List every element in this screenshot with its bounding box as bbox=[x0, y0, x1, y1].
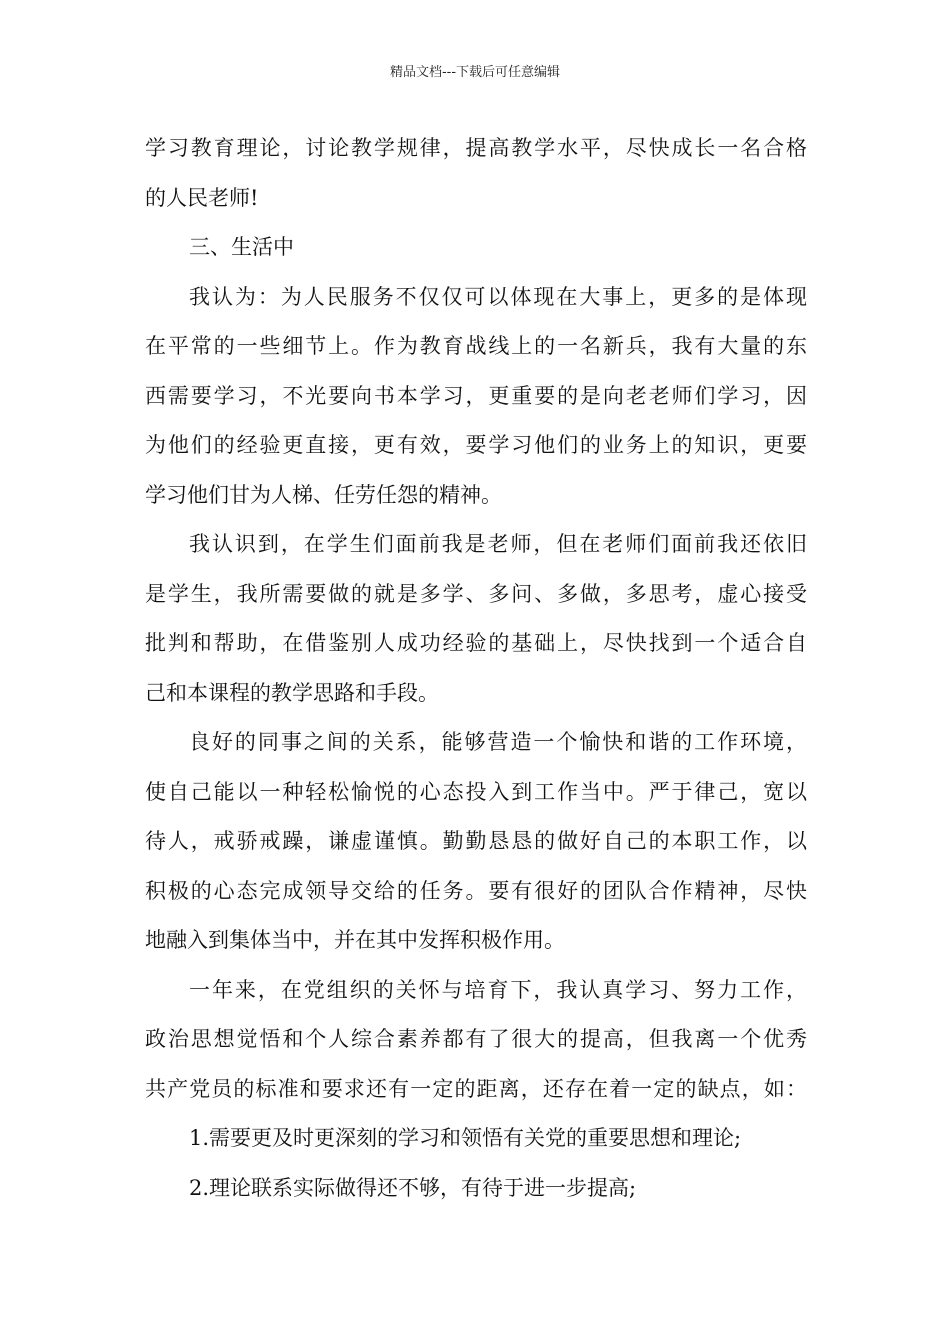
document-body bbox=[145, 124, 807, 1213]
text-line: 在平常的一些细节上。作为教育战线上的一名新兵，我有大量的东 bbox=[145, 334, 807, 358]
text-line: 共产党员的标准和要求还有一定的距离，还存在着一定的缺点，如： bbox=[145, 1076, 807, 1101]
text-line: 学习教育理论，讨论教学规律，提高教学水平，尽快成长一名合格 bbox=[145, 136, 807, 160]
text-line: 我认为：为人民服务不仅仅可以体现在大事上，更多的是体现 bbox=[189, 284, 807, 309]
text-line: 使自己能以一种轻松愉悦的心态投入到工作当中。严于律己，宽以 bbox=[145, 779, 807, 804]
text-line: 为他们的经验更直接，更有效，要学习他们的业务上的知识，更要 bbox=[145, 433, 807, 457]
text-line: 我认识到，在学生们面前我是老师，但在老师们面前我还依旧 bbox=[189, 532, 807, 556]
text-line: 批判和帮助，在借鉴别人成功经验的基础上，尽快找到一个适合自 bbox=[145, 631, 807, 655]
text-line: 积极的心态完成领导交给的任务。要有很好的团队合作精神，尽快 bbox=[145, 878, 807, 903]
text-line: 2.理论联系实际做得还不够，有待于进一步提高; bbox=[189, 1175, 637, 1200]
text-line: 三、生活中 bbox=[189, 235, 294, 259]
text-line: 待人，戒骄戒躁，谦虚谨慎。勤勤恳恳的做好自己的本职工作，以 bbox=[145, 829, 807, 853]
text-line: 良好的同事之间的关系，能够营造一个愉快和谐的工作环境， bbox=[189, 730, 807, 754]
text-line: 学习他们甘为人梯、任劳任怨的精神。 bbox=[145, 482, 502, 507]
text-line: 西需要学习，不光要向书本学习，更重要的是向老老师们学习，因 bbox=[145, 383, 807, 408]
text-line: 的人民老师! bbox=[145, 185, 259, 210]
text-line: 是学生，我所需要做的就是多学、多问、多做，多思考，虚心接受 bbox=[145, 581, 807, 606]
text-line: 政治思想觉悟和个人综合素养都有了很大的提高，但我离一个优秀 bbox=[145, 1027, 807, 1051]
text-line: 一年来，在党组织的关怀与培育下，我认真学习、努力工作， bbox=[189, 977, 807, 1002]
page-header: 精品文档---下载后可任意编辑 bbox=[389, 65, 561, 80]
text-line: 地融入到集体当中，并在其中发挥积极作用。 bbox=[145, 928, 565, 952]
text-line: 己和本课程的教学思路和手段。 bbox=[145, 680, 439, 705]
text-line: 1.需要更及时更深刻的学习和领悟有关党的重要思想和理论; bbox=[189, 1126, 742, 1150]
